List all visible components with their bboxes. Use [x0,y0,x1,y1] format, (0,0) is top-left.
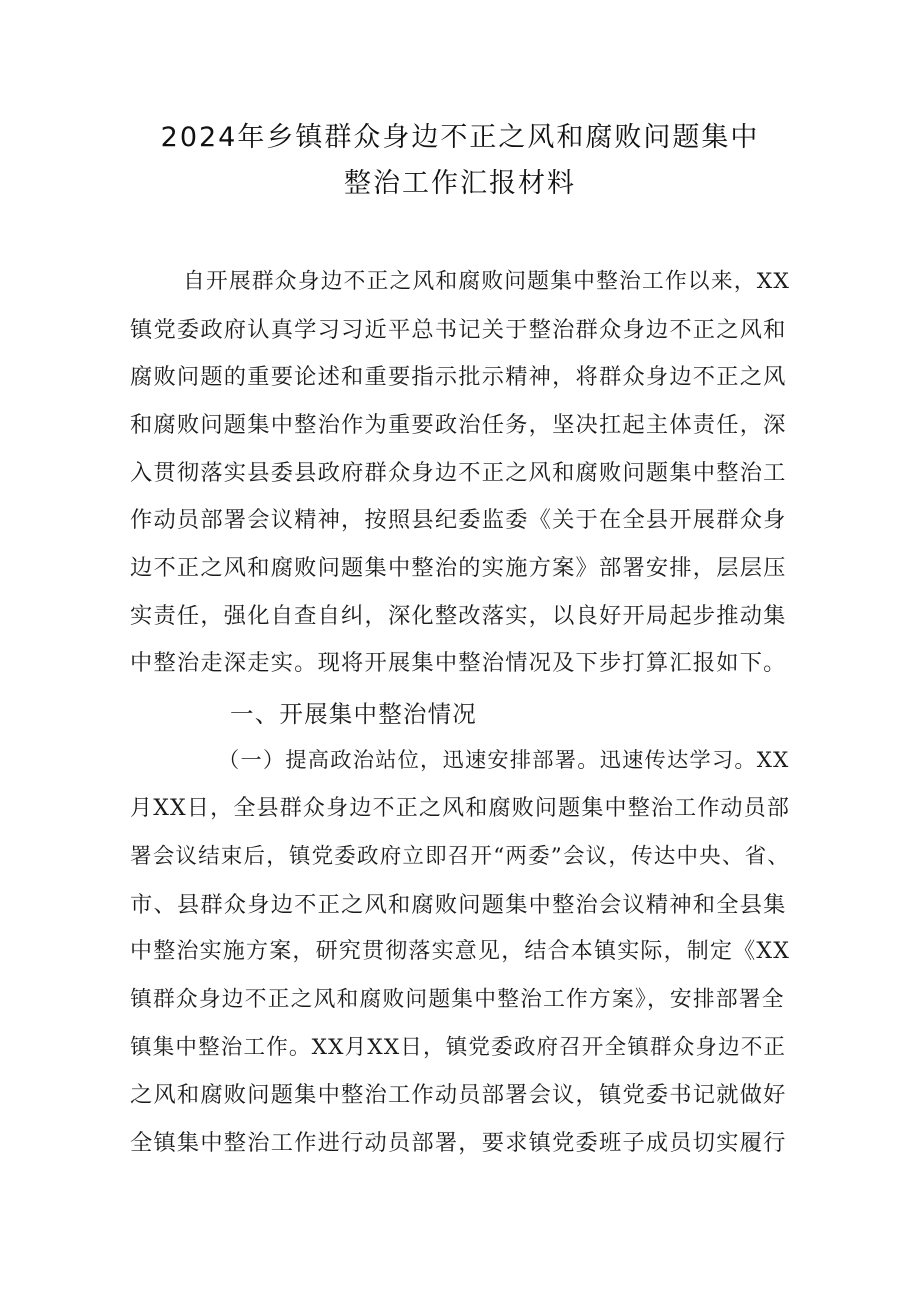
paragraph-line: 之风和腐败问题集中整治工作动员部署会议，镇党委书记就做好 [130,1082,787,1108]
paragraph-line: 边不正之风和腐败问题集中整治的实施方案》部署安排，层层压 [130,555,787,581]
paragraph-line: 镇党委政府认真学习习近平总书记关于整治群众身边不正之风和 [130,317,787,343]
paragraph-line: 镇集中整治工作。XX月XX日，镇党委政府召开全镇群众身边不正 [130,1035,787,1060]
paragraph-line: 入贯彻落实县委县政府群众身边不正之风和腐败问题集中整治工 [130,460,787,486]
paragraph-line: 自开展群众身边不正之风和腐败问题集中整治工作以来，XX [183,269,791,294]
paragraph-line: 全镇集中整治工作进行动员部署，要求镇党委班子成员切实履行 [130,1130,787,1156]
paragraph-line: 中整治走深走实。现将开展集中整治情况及下步打算汇报如下。 [130,650,787,676]
paragraph-line: 月XX日，全县群众身边不正之风和腐败问题集中整治工作动员部 [130,796,791,821]
section-heading: 一、开展集中整治情况 [230,700,477,728]
paragraph-line: 镇群众身边不正之风和腐败问题集中整治工作方案》，安排部署全 [130,987,785,1012]
paragraph-line: 中整治实施方案，研究贯彻落实意见，结合本镇实际，制定《XX [130,939,791,964]
paragraph-line: 市、县群众身边不正之风和腐败问题集中整治会议精神和全县集 [130,892,787,918]
document-title-line-1: 2024年乡镇群众身边不正之风和腐败问题集中 [160,122,760,153]
paragraph-line: 和腐败问题集中整治作为重要政治任务，坚决扛起主体责任，深 [130,412,787,438]
paragraph-line: 实责任，强化自查自纠，深化整改落实，以良好开局起步推动集 [130,603,787,629]
paragraph-line: 作动员部署会议精神，按照县纪委监委《关于在全县开展群众身 [130,507,787,533]
paragraph-line: （一）提高政治站位，迅速安排部署。迅速传达学习。XX [218,748,790,773]
document-title-line-2: 整治工作汇报材料 [344,168,576,199]
paragraph-line: 署会议结束后，镇党委政府立即召开“两委”会议，传达中央、省、 [130,844,790,869]
paragraph-line: 腐败问题的重要论述和重要指示批示精神，将群众身边不正之风 [130,364,787,390]
